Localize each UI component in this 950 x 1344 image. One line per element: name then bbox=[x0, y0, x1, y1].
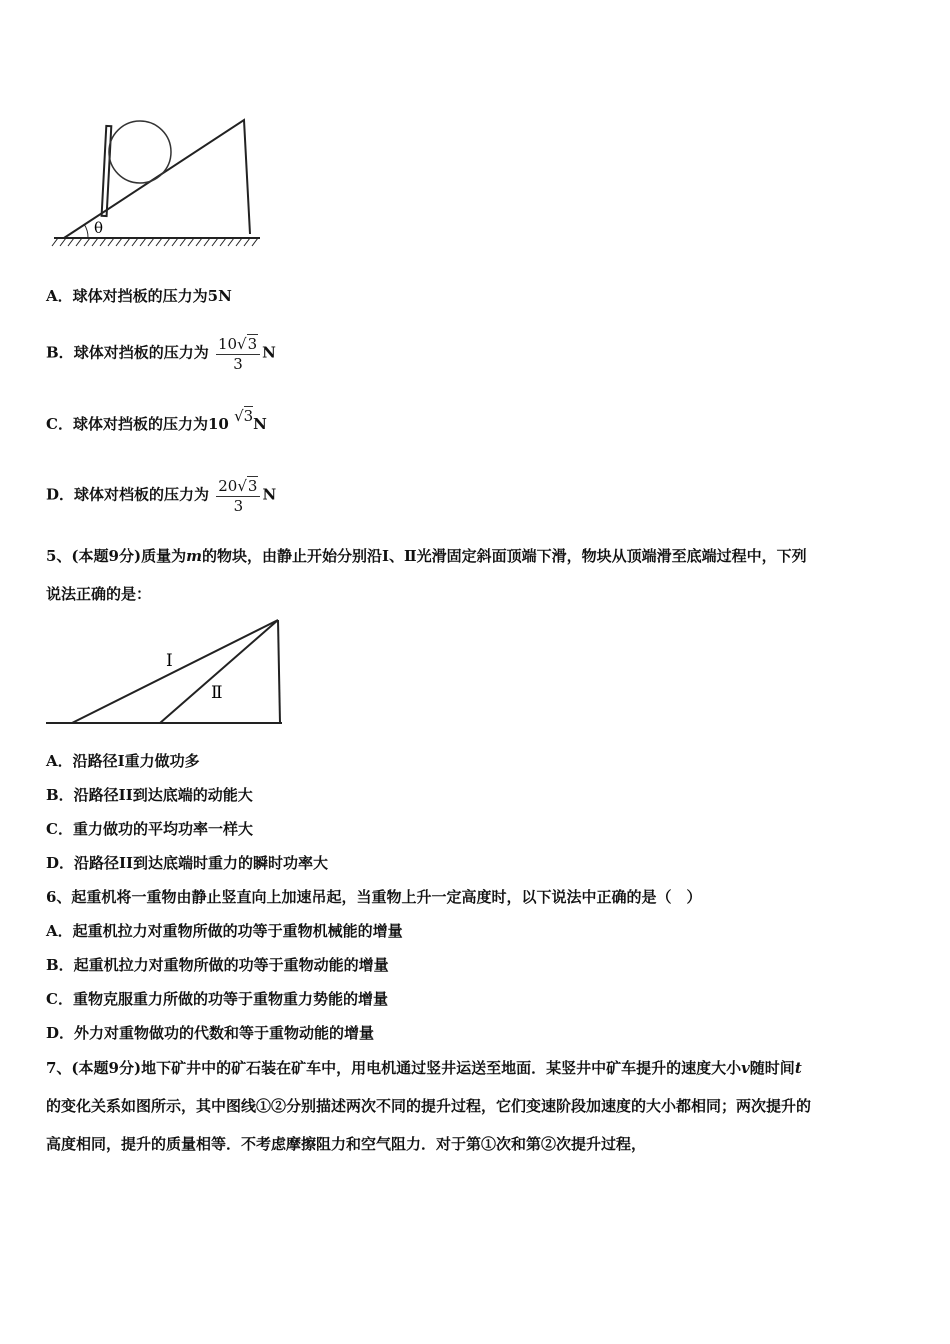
option-text: 球体对挡板的压力为 bbox=[73, 343, 209, 362]
option-letter: D． bbox=[46, 485, 75, 504]
q6-option-b[interactable]: B．起重机拉力对重物所做的功等于重物动能的增量 bbox=[46, 956, 389, 974]
q7-stem-line3: 高度相同，提升的质量相等．不考虑摩擦阻力和空气阻力．对于第①次和第②次提升过程， bbox=[46, 1135, 647, 1153]
option-text: 球体对档板的压力为 bbox=[74, 485, 210, 504]
variable-m: m bbox=[186, 547, 202, 565]
q6-stem: 6、起重机将一重物由静止竖直向上加速吊起，当重物上升一定高度时，以下说法中正确的是（ ） bbox=[46, 888, 702, 906]
variable-t: t bbox=[794, 1059, 802, 1077]
q6-option-d[interactable]: D．外力对重物做功的代数和等于重物动能的增量 bbox=[46, 1024, 375, 1042]
q4-option-b[interactable] bbox=[46, 334, 276, 373]
path-label-1: Ⅰ bbox=[166, 651, 173, 671]
q5-option-c[interactable]: C．重力做功的平均功率一样大 bbox=[46, 820, 253, 838]
incline-ball-figure bbox=[48, 100, 268, 250]
theta-label: θ bbox=[94, 219, 104, 237]
q7-stem-line2: 的变化关系如图所示，其中图线①②分别描述两次不同的提升过程，它们变速阶段加速度的大小都相同；两次提升的 bbox=[46, 1097, 812, 1115]
q5-stem-line2: 说法正确的是： bbox=[46, 585, 152, 603]
path-label-2: Ⅱ bbox=[211, 683, 223, 703]
q4-option-a[interactable] bbox=[46, 286, 232, 306]
variable-v: v bbox=[741, 1059, 750, 1077]
unit: N bbox=[262, 343, 276, 362]
q7-stem-line1: 7、(本题9分)地下矿井中的矿石装在矿车中，用电机通过竖井运送至地面．某竖井中矿车提升的速度大小v随时间t bbox=[46, 1059, 802, 1077]
q5-option-d[interactable]: D．沿路径II到达底端时重力的瞬时功率大 bbox=[46, 854, 329, 872]
q6-option-c[interactable]: C．重物克服重力所做的功等于重物重力势能的增量 bbox=[46, 990, 388, 1008]
sqrt-expression: √3 bbox=[234, 407, 254, 425]
unit: N bbox=[262, 485, 277, 504]
q5-stem-line1: 5、(本题9分)质量为m的物块，由静止开始分别沿Ⅰ、Ⅱ光滑固定斜面顶端下滑，物块从顶端滑至底端过程中，下列 bbox=[46, 547, 807, 565]
fraction: $\frac{10√3}{3}$ bbox=[216, 334, 260, 373]
q5-option-a[interactable]: A．沿路径Ⅰ重力做功多 bbox=[46, 752, 200, 770]
two-inclines-figure bbox=[46, 616, 286, 728]
unit: N bbox=[253, 415, 267, 433]
fraction: $\frac{20√3}{3}$ bbox=[216, 476, 260, 515]
q5-option-b[interactable]: B．沿路径II到达底端的动能大 bbox=[46, 786, 253, 804]
q4-option-c[interactable] bbox=[46, 407, 267, 434]
option-text: 球体对挡板的压力为10 bbox=[72, 415, 229, 433]
q4-option-d[interactable] bbox=[46, 476, 276, 515]
q6-option-a[interactable]: A．起重机拉力对重物所做的功等于重物机械能的增量 bbox=[46, 922, 403, 940]
option-text: 球体对挡板的压力为5N bbox=[72, 287, 232, 305]
option-letter: C． bbox=[46, 415, 73, 433]
option-letter: B． bbox=[46, 343, 74, 362]
option-letter: A． bbox=[46, 287, 73, 305]
